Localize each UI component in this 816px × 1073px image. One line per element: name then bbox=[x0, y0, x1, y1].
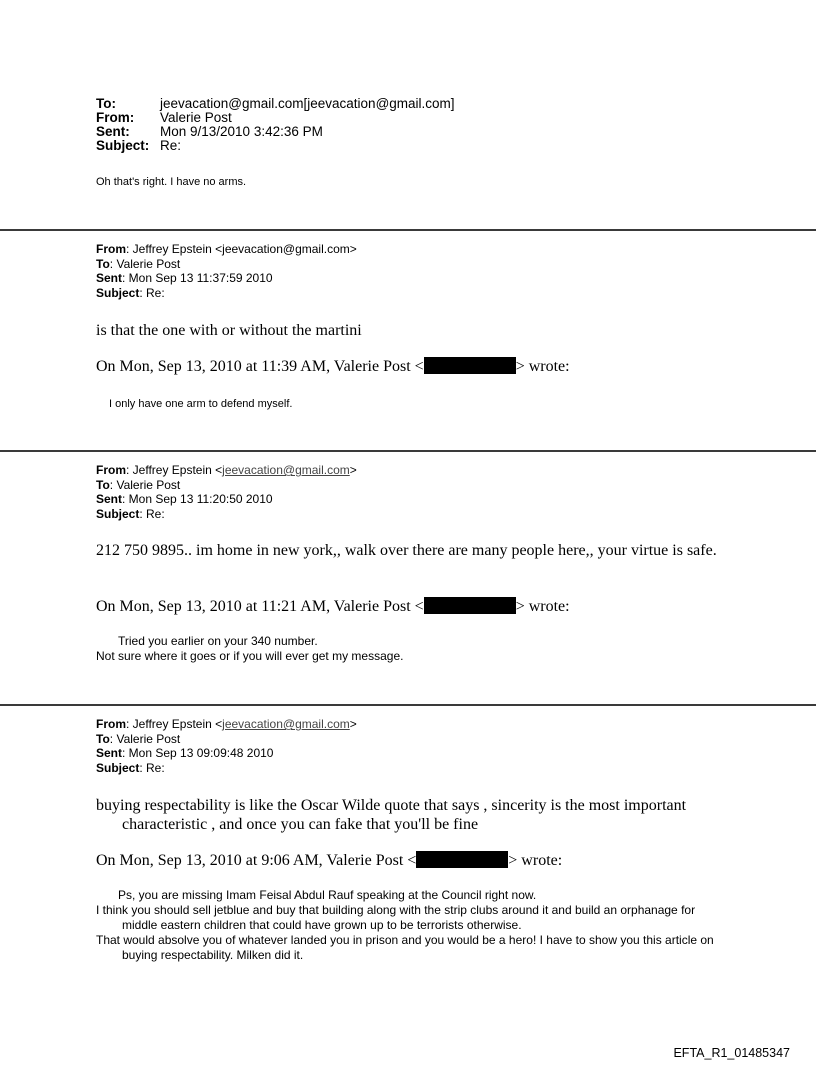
divider-2 bbox=[0, 450, 816, 452]
quoted-text: I only have one arm to defend myself. bbox=[109, 398, 293, 410]
document-id: EFTA_R1_01485347 bbox=[673, 1046, 790, 1060]
to-value: jeevacation@gmail.com[jeevacation@gmail.com] bbox=[160, 96, 455, 111]
from-email: jeevacation@gmail.com bbox=[222, 242, 350, 256]
quote-intro: On Mon, Sep 13, 2010 at 11:39 AM, Valerie Post < > wrote: bbox=[96, 358, 570, 375]
from-label: From: bbox=[96, 110, 135, 125]
redaction-bar bbox=[424, 597, 516, 614]
to-label: To: bbox=[96, 96, 116, 111]
quoted-text: Ps, you are missing Imam Feisal Abdul Rauf speaking at the Council right now. I think you should sell jetblue and buy that building along with the strip clubs around it and build an orphanage for middle eastern children that could have grown up to be terrorists otherwise. That would absolve you of whatever landed you in prison and you would be a hero! I have to show you this article on buying respectability. Milken did it. bbox=[96, 888, 714, 962]
reply-text: 212 750 9895.. im home in new york,, walk over there are many people here,, your virtue is safe. bbox=[96, 542, 717, 559]
subject-line: Subject: Re: bbox=[96, 506, 165, 521]
sent-line: Sent: Mon Sep 13 11:20:50 2010 bbox=[96, 492, 273, 506]
reply-text: buying respectability is like the Oscar Wilde quote that says , sincerity is the most important characteristic , and once you can fake that you'll be fine bbox=[96, 797, 687, 833]
reply-text: is that the one with or without the martini bbox=[96, 322, 362, 339]
quoted-text: Tried you earlier on your 340 number. Not sure where it goes or if you will ever get my message. bbox=[96, 634, 404, 663]
top-body: Oh that's right. I have no arms. bbox=[96, 176, 247, 188]
to-line: To: Valerie Post bbox=[96, 256, 181, 271]
redaction-bar bbox=[424, 357, 516, 374]
subject-row bbox=[96, 139, 181, 153]
from-line: From: Jeffrey Epstein <jeevacation@gmail.com> bbox=[96, 242, 357, 256]
quote-intro: On Mon, Sep 13, 2010 at 11:21 AM, Valerie Post < > wrote: bbox=[96, 598, 570, 615]
to-row bbox=[96, 97, 455, 111]
subject-line: Subject: Re: bbox=[96, 760, 165, 775]
redaction-bar bbox=[416, 851, 508, 868]
sent-line: Sent: Mon Sep 13 11:37:59 2010 bbox=[96, 271, 273, 285]
from-value: Valerie Post bbox=[160, 110, 232, 125]
from-email-link[interactable]: jeevacation@gmail.com bbox=[222, 463, 350, 477]
message-2-header bbox=[96, 463, 357, 521]
divider-1 bbox=[0, 229, 816, 231]
message-1-header bbox=[96, 242, 357, 300]
sent-line: Sent: Mon Sep 13 09:09:48 2010 bbox=[96, 746, 274, 760]
message-3-header bbox=[96, 717, 357, 775]
quote-intro: On Mon, Sep 13, 2010 at 9:06 AM, Valerie Post < > wrote: bbox=[96, 852, 563, 869]
from-line: From: Jeffrey Epstein <jeevacation@gmail.com> bbox=[96, 717, 357, 731]
subject-line: Subject: Re: bbox=[96, 285, 165, 300]
from-row bbox=[96, 111, 232, 125]
sent-row bbox=[96, 125, 323, 139]
subject-value: Re: bbox=[160, 138, 182, 153]
to-line: To: Valerie Post bbox=[96, 477, 181, 492]
sent-label: Sent: bbox=[96, 124, 130, 139]
divider-3 bbox=[0, 704, 816, 706]
from-email-link[interactable]: jeevacation@gmail.com bbox=[222, 717, 350, 731]
sent-value: Mon 9/13/2010 3:42:36 PM bbox=[160, 124, 323, 139]
to-line: To: Valerie Post bbox=[96, 731, 181, 746]
subject-label: Subject: bbox=[96, 138, 150, 153]
from-line: From: Jeffrey Epstein <jeevacation@gmail.com> bbox=[96, 463, 357, 477]
